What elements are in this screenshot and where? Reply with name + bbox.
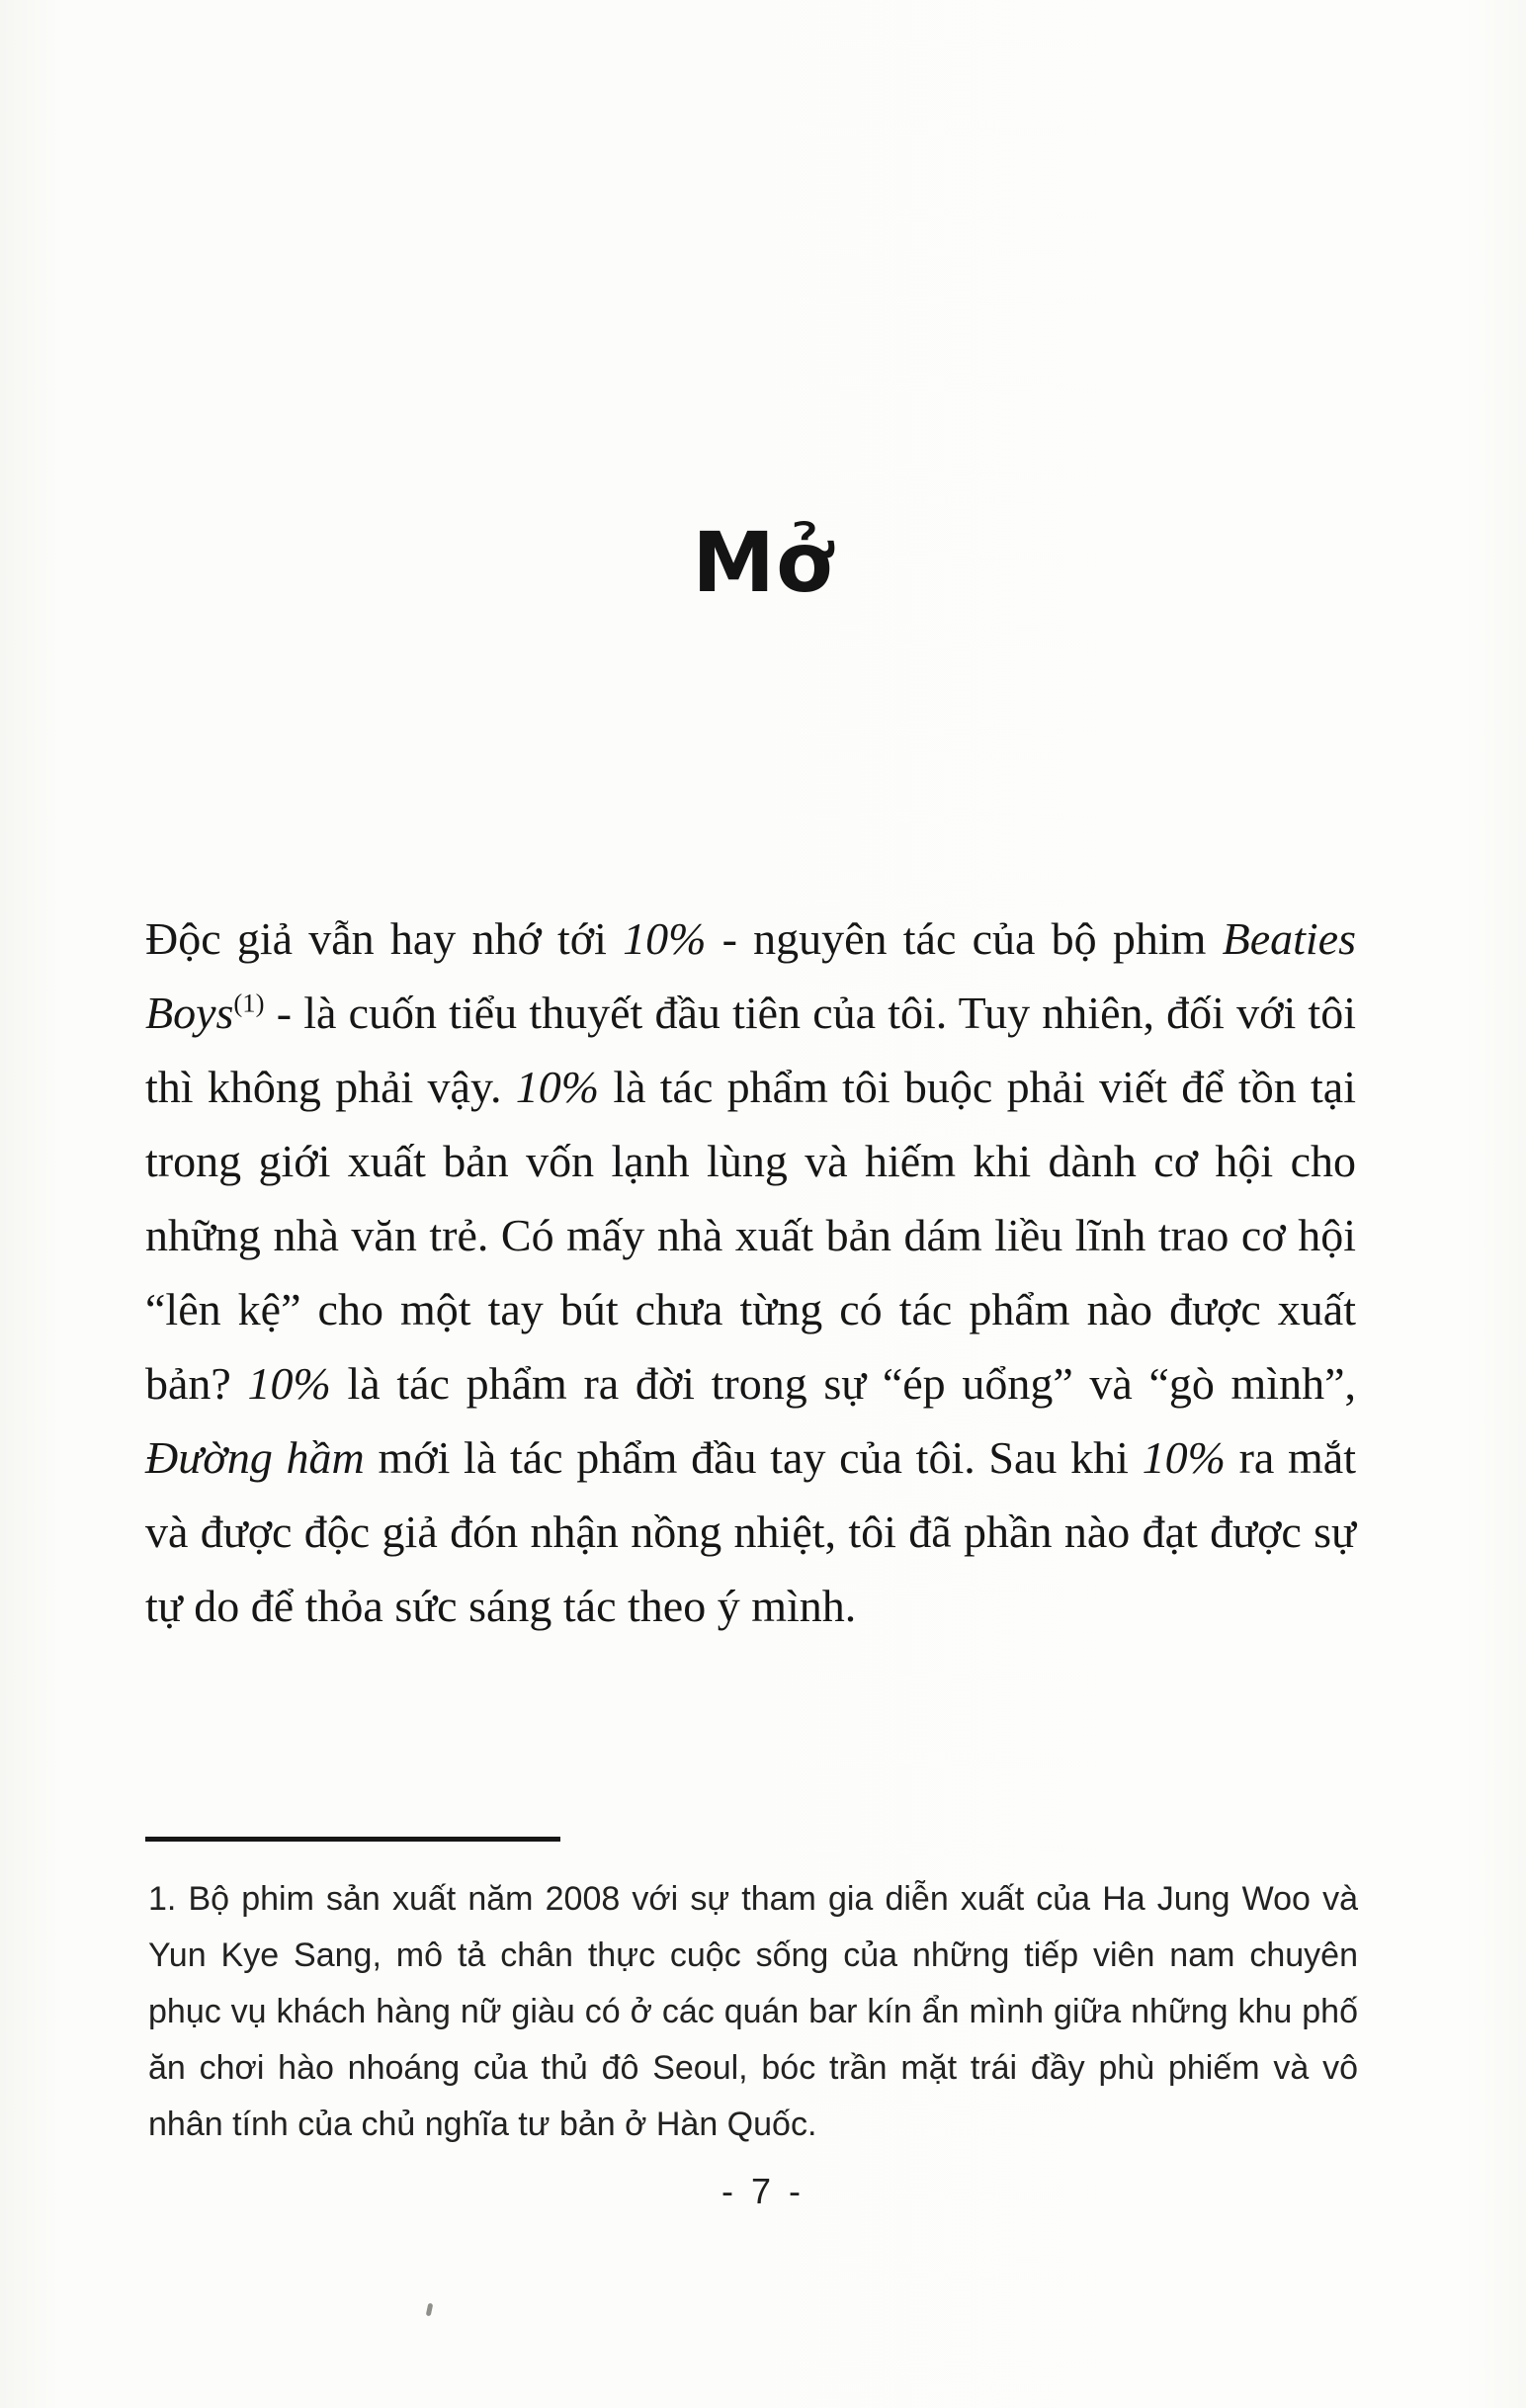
- footnote-divider: [145, 1837, 560, 1842]
- page-number: - 7 -: [721, 2171, 805, 2211]
- body-paragraph: Độc giả vẫn hay nhớ tới 10% - nguyên tác của bộ phim Beaties Boys$^{(1)}$ - là cuốn tiểu thuyết đầu tiên của tôi. Tuy nhiên, đối với tôi thì không phải vậy. 10% là tác phẩm tôi buộc phải viết để tồn tại trong giới xuất bản vốn lạnh lùng và hiếm khi dành cơ hội cho những nhà văn trẻ. Có mấy nhà xuất bản dám liều lĩnh trao cơ hội “lên kệ” cho một tay bút chưa từng có tác phẩm nào được xuất bản? 10% là tác phẩm ra đời trong sự “ép uổng” và “gò mình”, Đường hầm mới là tác phẩm đầu tay của tôi. Sau khi 10% ra mắt và được độc giả đón nhận nồng nhiệt, tôi đã phần nào đạt được sự tự do để thỏa sức sáng tác theo ý mình.: [145, 913, 1357, 1631]
- footnote-text: 1. Bộ phim sản xuất năm 2008 với sự tham gia diễn xuất của Ha Jung Woo và Yun Kye Sang, mô tả chân thực cuộc sống của những tiếp viên nam chuyên phục vụ khách hàng nữ giàu có ở các quán bar kín ẩn mình giữa những khu phố ăn chơi hào nhoáng của thủ đô Seoul, bóc trần mặt trái đầy phù phiếm và vô nhân tính của chủ nghĩa tư bản ở Hàn Quốc.: [148, 1880, 1358, 2143]
- scan-artifact: [426, 2303, 434, 2317]
- chapter-title: Mở: [692, 514, 834, 611]
